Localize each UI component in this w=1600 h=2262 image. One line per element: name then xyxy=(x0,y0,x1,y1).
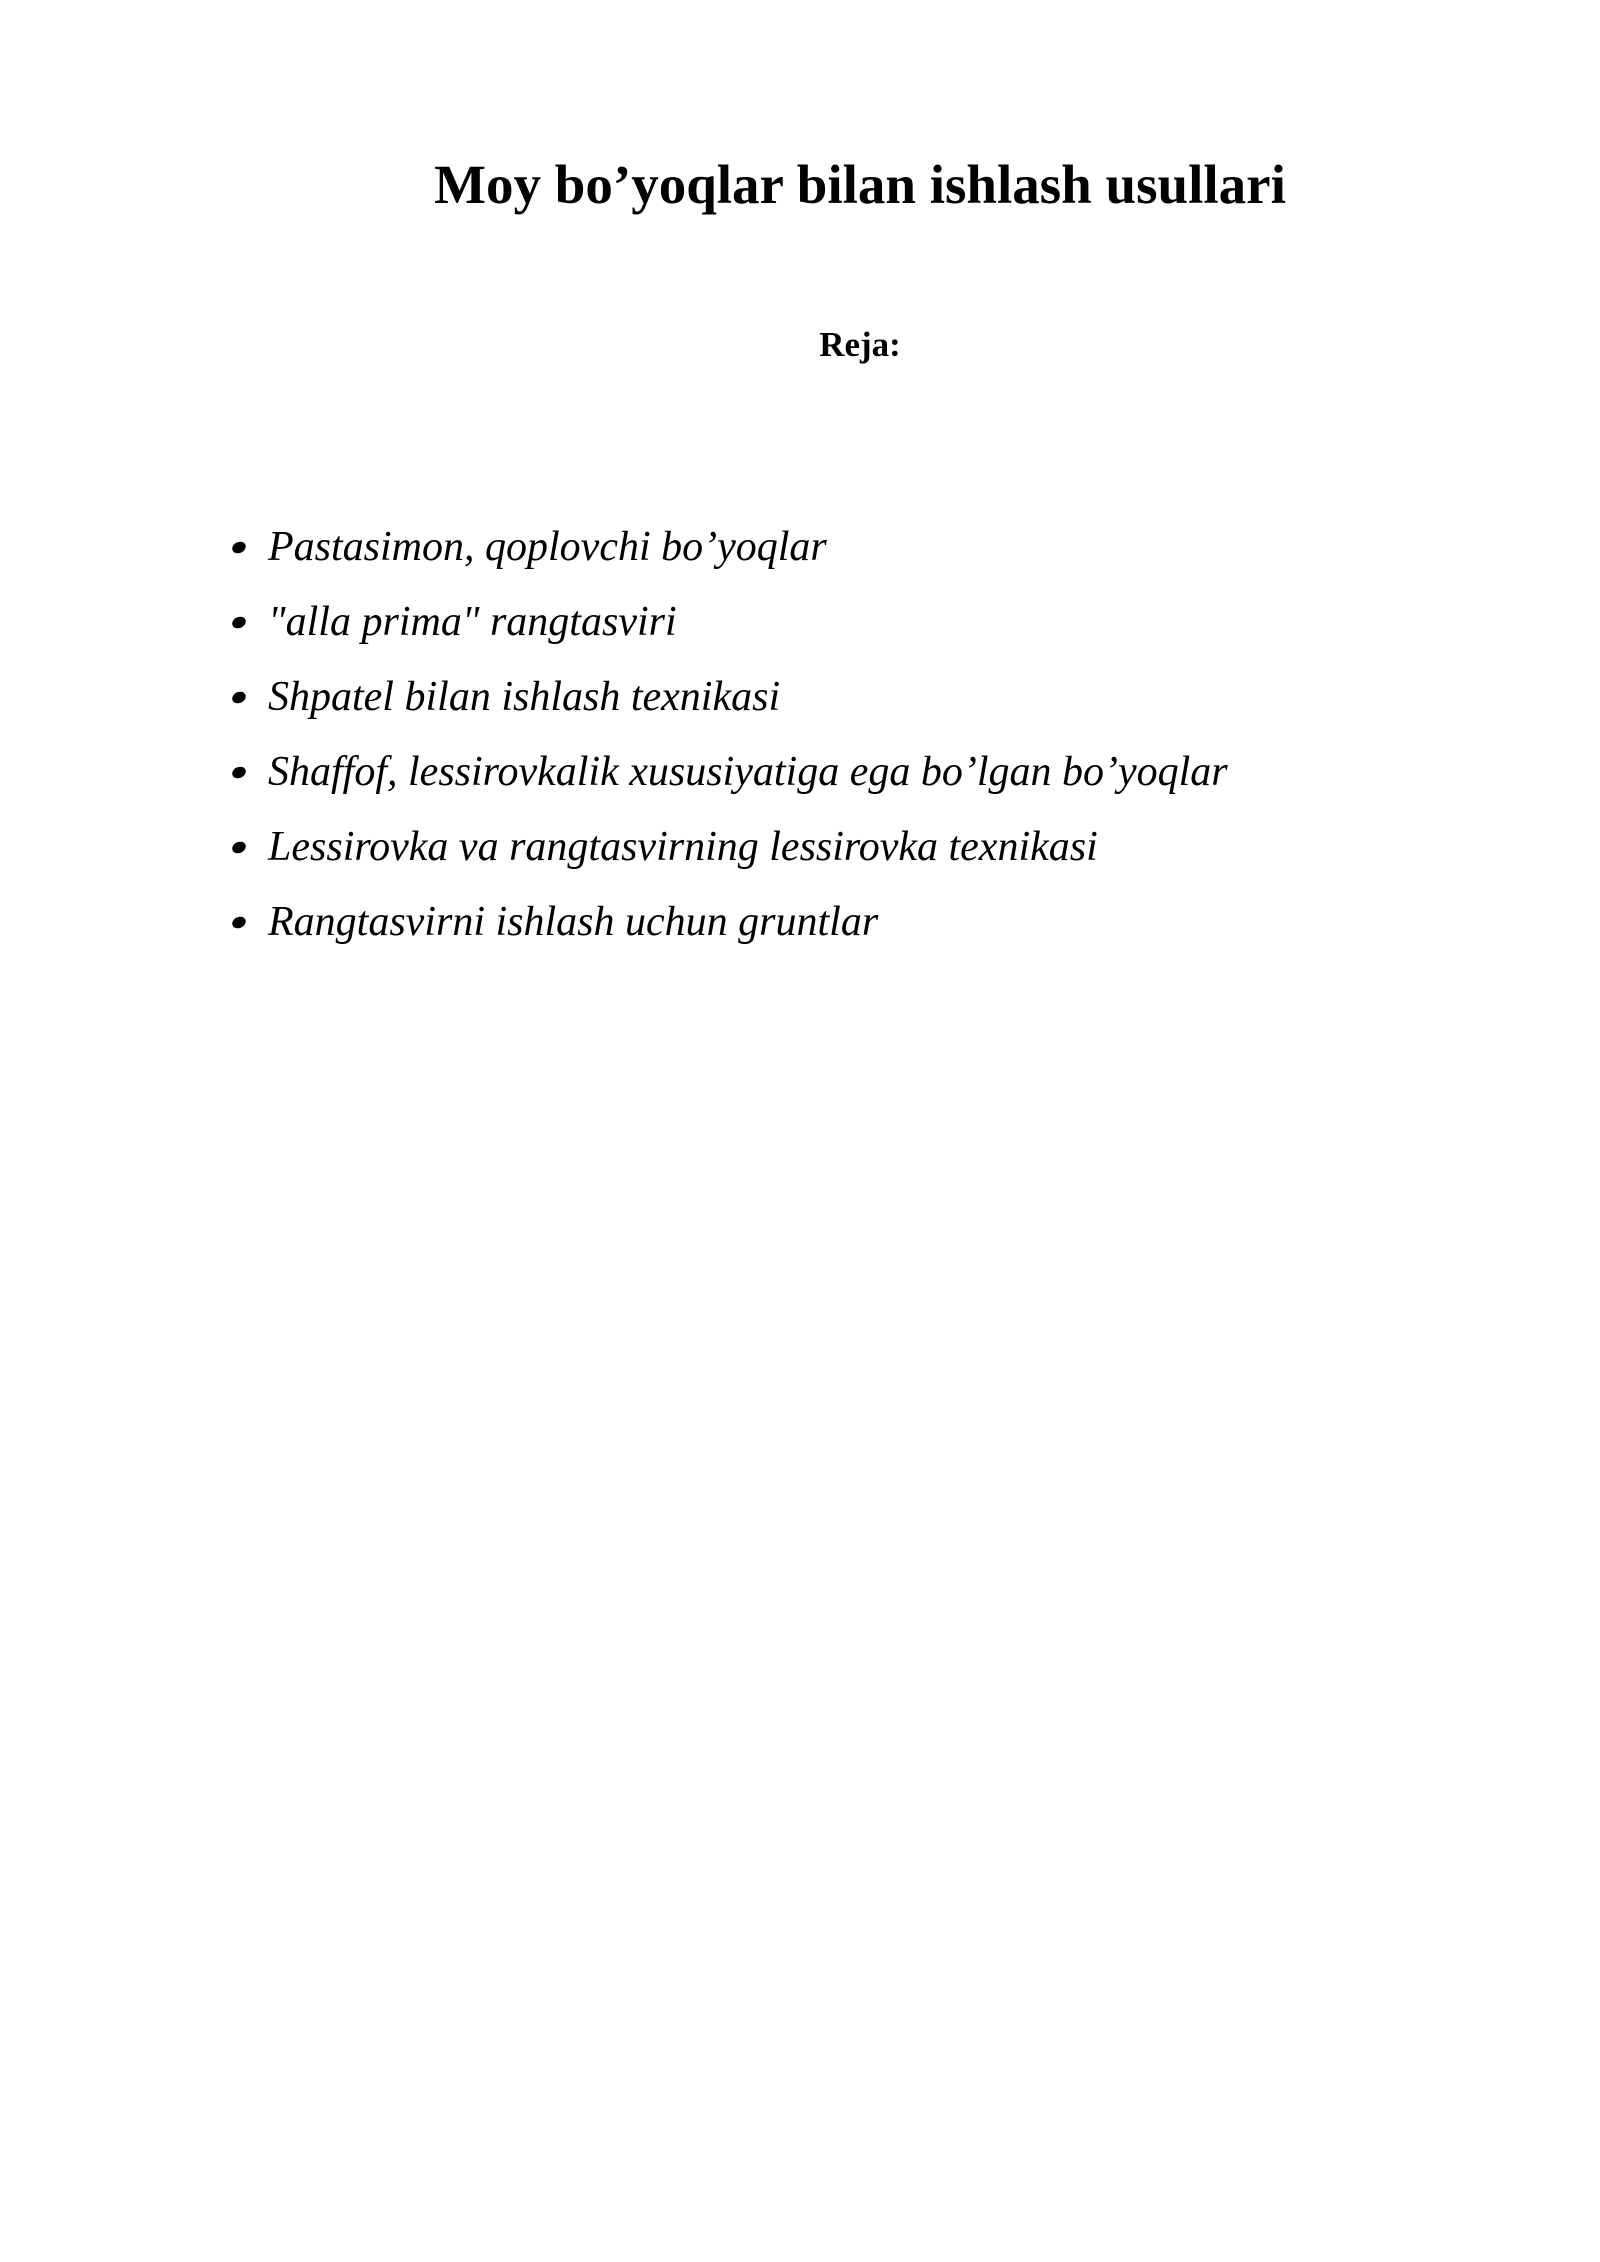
plan-item xyxy=(232,885,1432,960)
bullet-dot-icon xyxy=(230,915,247,931)
plan-heading: Reja: xyxy=(819,325,901,364)
bullet-dot-icon xyxy=(230,690,247,706)
plan-item-text: Rangtasvirni ishlash uchun gruntlar xyxy=(268,899,879,945)
plan-item-text: Pastasimon, qoplovchi bo’yoqlar xyxy=(268,524,827,570)
plan-item xyxy=(232,810,1432,885)
bullet-dot-icon xyxy=(230,615,247,631)
bullet-dot-icon xyxy=(230,840,247,856)
plan-item xyxy=(232,735,1432,810)
plan-heading-container xyxy=(0,320,1600,370)
plan-item xyxy=(232,585,1432,660)
bullet-dot-icon xyxy=(230,540,247,556)
bullet-dot-icon xyxy=(230,765,247,781)
title-container xyxy=(0,150,1600,220)
plan-item-text: "alla prima" rangtasviri xyxy=(268,599,677,645)
plan-item xyxy=(232,510,1432,585)
plan-item-text: Shaffof, lessirovkalik xususiyatiga ega bo’lgan bo’yoqlar xyxy=(268,749,1228,795)
plan-list xyxy=(232,510,1432,960)
plan-item-text: Shpatel bilan ishlash texnikasi xyxy=(268,674,781,720)
plan-item xyxy=(232,660,1432,735)
plan-item-text: Lessirovka va rangtasvirning lessirovka texnikasi xyxy=(268,824,1098,870)
document-title: Moy bo’yoqlar bilan ishlash usullari xyxy=(434,154,1286,215)
